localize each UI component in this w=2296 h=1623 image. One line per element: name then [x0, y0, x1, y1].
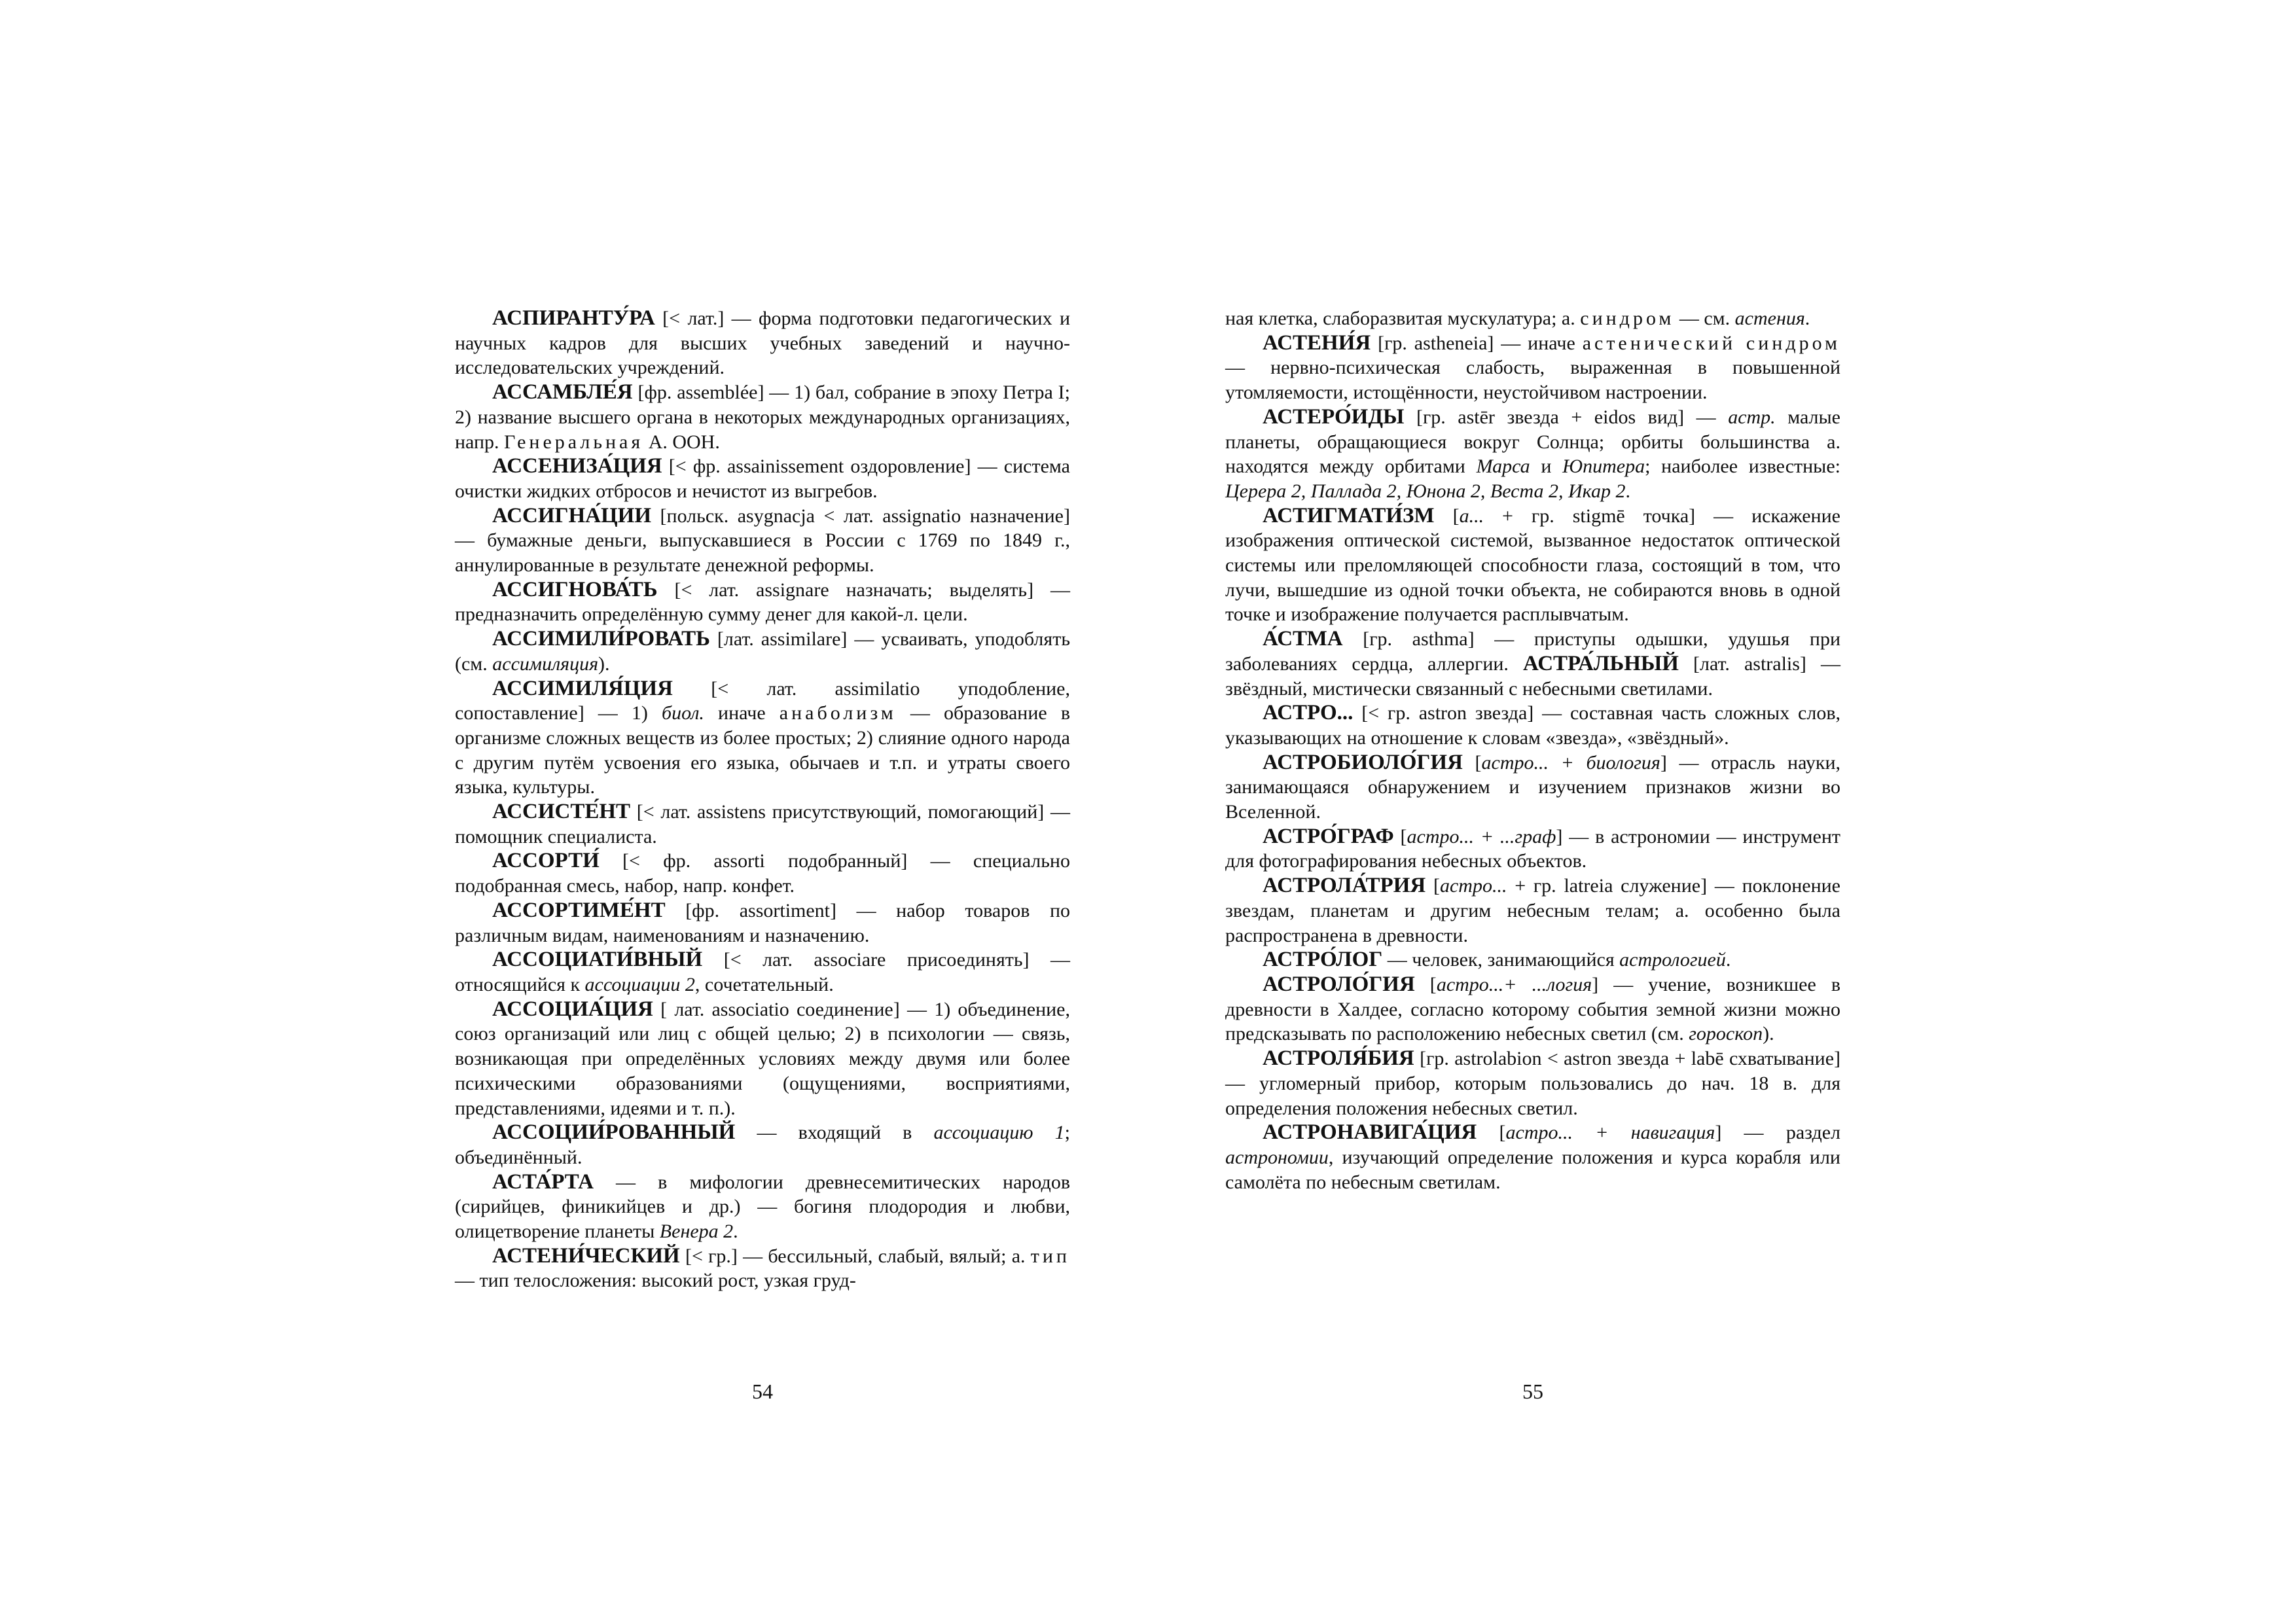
- dictionary-entry-assenizatsiya: [455, 454, 1070, 503]
- italic-reference: астро...: [1439, 875, 1507, 897]
- italic-reference: астро...+ ...логия: [1436, 973, 1592, 995]
- entry-text: ] — в астрономии — инструмент для фотографирования небесных объектов.: [1225, 825, 1840, 872]
- entry-text: ная клетка, слаборазвитая мускулатура; а.: [1225, 308, 1581, 329]
- entry-text: [фр. assemblée] — 1) бал, собрание в эпоху Петра I; 2) название высшего органа в некоторых международных организациях, напр.: [455, 382, 1070, 453]
- entry-headword: АССОЦИА́ЦИЯ: [492, 997, 653, 1021]
- entry-headword: АСТЕРО́ИДЫ: [1263, 404, 1405, 429]
- italic-reference: астения: [1734, 308, 1805, 329]
- italic-reference: астр.: [1728, 406, 1776, 428]
- spaced-term: тип: [1030, 1245, 1070, 1267]
- entry-headword: АССИМИЛИ́РОВАТЬ: [492, 627, 710, 651]
- italic-reference: а...: [1459, 505, 1484, 527]
- entry-headword: АСТЕНИ́ЧЕСКИЙ: [492, 1243, 680, 1268]
- entry-text: ] — учение, возникшее в древности в Халдее, согласно которому события земной жизни можно предсказывать по расположению небесных светил (см.: [1225, 973, 1840, 1045]
- entry-text: ; объединённый.: [455, 1122, 1070, 1168]
- page-number-left: 54: [752, 1380, 773, 1403]
- entry-headword: АССАМБЛЕ́Я: [492, 380, 633, 404]
- dictionary-entry-astrologiya: [1225, 972, 1840, 1046]
- dictionary-entry-astrolog: [1225, 948, 1840, 972]
- entry-text: [: [1477, 1122, 1506, 1144]
- dictionary-entry-assistent: [455, 800, 1070, 849]
- entry-headword: АСТРОЛЯ́БИЯ: [1263, 1046, 1414, 1071]
- entry-text: А. ООН.: [643, 431, 720, 453]
- entry-text: .: [1804, 308, 1810, 329]
- right-page-text: [1225, 306, 1840, 1194]
- entry-text: ] — отрасль науки, занимающаяся обнаружением и изучением признаков жизни во Вселенной.: [1225, 751, 1840, 823]
- entry-text: — в мифологии древнесемитических народов (сирийцев, финикийцев и др.) — богиня плодородия и любви, олицетворение планеты: [455, 1171, 1070, 1243]
- entry-text: [< фр. assainissement оздоровление] — система очистки жидких отбросов и нечистот из выгребов.: [455, 455, 1070, 502]
- entry-text: [лат. astralis] — звёздный, мистически связанный с небесными светилами.: [1225, 652, 1840, 700]
- italic-reference: ассимиляция: [492, 652, 599, 675]
- italic-reference: астро... + навигация: [1505, 1122, 1715, 1144]
- dictionary-entry-assignatsii: [455, 504, 1070, 578]
- entry-text: ; наиболее известные:: [1645, 455, 1840, 478]
- dictionary-entry-astigmatizm: [1225, 504, 1840, 628]
- entry-text: [гр. astrolabion < astron звезда + labē схватывание] — угломерный прибор, которым пользовались до нач. 18 в. для определения положения небесных светил.: [1225, 1048, 1840, 1119]
- left-page-text: [455, 306, 1070, 1293]
- dictionary-entry-assambleya: [455, 380, 1070, 454]
- italic-reference: астро... + ...граф: [1407, 825, 1556, 847]
- dictionary-entry-astrolatriya: [1225, 874, 1840, 948]
- italic-reference: астрологией: [1619, 949, 1726, 971]
- dictionary-entry-aspirantura: [455, 306, 1070, 380]
- entry-headword: АССОРТИ́: [492, 849, 600, 873]
- dictionary-entry-astma: [1225, 627, 1840, 701]
- entry-text: [польск. asygnacja < лат. assignatio назначение] — бумажные деньги, выпускавшиеся в России с 1769 по 1849 г., аннулированные в результате денежной реформы.: [455, 505, 1070, 577]
- entry-headword: АСТРОБИОЛО́ГИЯ: [1263, 750, 1463, 774]
- italic-reference: Церера 2, Паллада 2, Юнона 2, Веста 2, Икар 2: [1225, 480, 1626, 502]
- dictionary-entry-assorti: [455, 849, 1070, 898]
- entry-headword: АСТА́РТА: [492, 1169, 594, 1194]
- entry-text: ).: [1763, 1023, 1774, 1045]
- entry-text: .: [1725, 949, 1731, 971]
- entry-headword: АСТЕНИ́Я: [1263, 330, 1371, 355]
- entry-text: , изучающий определение положения и курса корабля или самолёта по небесным светилам.: [1225, 1146, 1840, 1193]
- entry-text: [гр. astēr звезда + eidos вид] —: [1404, 406, 1729, 428]
- dictionary-entry-assotsiirovanny: [455, 1120, 1070, 1169]
- entry-headword: АССИГНОВА́ТЬ: [492, 577, 658, 601]
- entry-text: — образование в организме сложных веществ из более простых; 2) слияние одного народа с другим путём усвоения его языка, обычаев и т.п. и утраты своего языка, культуры.: [455, 702, 1070, 798]
- entry-headword: АСТРОЛО́ГИЯ: [1263, 972, 1415, 996]
- entry-headword: АСТРОНАВИГА́ЦИЯ: [1263, 1120, 1477, 1145]
- entry-text: .: [733, 1221, 738, 1243]
- entry-text: — входящий в: [735, 1122, 934, 1144]
- dictionary-entry-assortiment: [455, 899, 1070, 948]
- entry-text: + гр. latreia служение] — поклонение звездам, планетам и другим небесным телам; а. особенно была распространена в древности.: [1225, 875, 1840, 946]
- entry-headword: АССЕНИЗА́ЦИЯ: [492, 454, 662, 478]
- dictionary-entry-assignovat: [455, 578, 1070, 627]
- italic-reference: астрономии: [1225, 1146, 1329, 1168]
- entry-text: [< лат. assistens присутствующий, помогающий] — помощник специалиста.: [455, 801, 1070, 847]
- entry-headword: АССИСТЕ́НТ: [492, 800, 631, 824]
- entry-text: ] — раздел: [1715, 1122, 1840, 1144]
- spaced-term: Генеральная: [504, 431, 644, 453]
- dictionary-entry-astronavigatsiya: [1225, 1120, 1840, 1194]
- entry-text: [: [1462, 751, 1482, 774]
- entry-headword: АСПИРАНТУ́РА: [492, 306, 655, 330]
- spaced-term: анаболизм: [779, 702, 897, 724]
- entry-text: [< фр. assorti подобранный] — специально подобранная смесь, набор, напр. конфет.: [455, 850, 1070, 897]
- entry-text: [< лат. associare присоединять] — относящийся к: [455, 949, 1070, 995]
- italic-reference: биол.: [662, 702, 704, 724]
- page-number-right: 55: [1522, 1380, 1543, 1403]
- entry-text: + гр. stigmē точка] — искажение изображения оптической системой, вызванное недостаток оптической системы или преломляющей способности глаза, состоящий в том, что лучи, вышедшие из одной точки объекта, не собираются вновь в одной точке и изображение получается расплывчатым.: [1225, 505, 1840, 626]
- entry-text: [: [1426, 875, 1440, 897]
- italic-reference: ассоциации 2: [584, 973, 695, 995]
- dictionary-entry-assotsiativny: [455, 948, 1070, 997]
- entry-headword: АССИМИЛЯ́ЦИЯ: [492, 676, 673, 700]
- entry-headword: АСТРА́ЛЬНЫЙ: [1523, 651, 1679, 675]
- entry-text: [< лат. assignare назначать; выделять] — предназначить определённую сумму денег для какой-л. цели.: [455, 579, 1070, 626]
- entry-headword: АССОРТИМЕ́НТ: [492, 898, 666, 922]
- spaced-term: астенический синдром: [1582, 332, 1840, 354]
- entry-text: — тип телосложения: высокий рост, узкая груд-: [455, 1270, 856, 1292]
- dictionary-entry-assimilyatsiya: [455, 677, 1070, 800]
- entry-text: , сочетательный.: [694, 973, 834, 995]
- dictionary-entry-asteniya: [1225, 331, 1840, 405]
- entry-text: [: [1414, 973, 1437, 995]
- dictionary-entry-astarta: [455, 1170, 1070, 1244]
- italic-reference: Марса: [1476, 455, 1530, 478]
- dictionary-entry-assotsiatsiya: [455, 997, 1070, 1121]
- entry-headword: АСТРО́ГРАФ: [1263, 824, 1394, 848]
- entry-text: — человек, занимающийся: [1382, 949, 1620, 971]
- entry-headword: А́СТМА: [1263, 627, 1343, 651]
- entry-headword: АСТРОЛА́ТРИЯ: [1263, 874, 1426, 898]
- entry-text: — нервно-психическая слабость, выраженная в повышенной утомляемости, истощённости, неустойчивом настроении.: [1225, 357, 1840, 404]
- entry-headword: АССОЦИИ́РОВАННЫЙ: [492, 1120, 736, 1145]
- entry-text: иначе: [704, 702, 780, 724]
- entry-text: [лат. assimilare] — усваивать, уподоблять (см.: [455, 628, 1070, 675]
- entry-text: [: [1434, 505, 1460, 527]
- entry-text: [гр. asthma] — приступы одышки, удушья при заболеваниях сердца, аллергии.: [1225, 628, 1840, 675]
- dictionary-entry-astenichesky: [455, 1244, 1070, 1293]
- dictionary-entry-astrograf: [1225, 825, 1840, 874]
- entry-text: [< гр.] — бессильный, слабый, вялый; а.: [679, 1245, 1031, 1267]
- entry-headword: АССИГНА́ЦИИ: [492, 503, 652, 527]
- dictionary-entry-assimilirovat: [455, 627, 1070, 676]
- entry-text: [гр. asthenеia] — иначе: [1371, 332, 1583, 354]
- italic-reference: Юпитера: [1562, 455, 1645, 478]
- entry-text: [фр. assortiment] — набор товаров по различным видам, наименованиям и назначению.: [455, 899, 1070, 946]
- entry-text: — см.: [1674, 308, 1735, 329]
- dictionary-entry-astro: [1225, 701, 1840, 750]
- entry-text: и: [1530, 455, 1563, 478]
- entry-text: .: [1625, 480, 1630, 502]
- italic-reference: Венера 2: [659, 1221, 734, 1243]
- italic-reference: ассоциацию 1: [933, 1122, 1065, 1144]
- dictionary-entry-astrobiologiya: [1225, 751, 1840, 825]
- entry-headword: АСТИГМАТИ́ЗМ: [1263, 503, 1435, 527]
- entry-headword: АСТРО...: [1263, 701, 1354, 725]
- entry-text: ).: [598, 652, 610, 675]
- entry-text: [< лат. assimilatio уподобление, сопоставление] — 1): [455, 677, 1070, 724]
- spaced-term: синдром: [1580, 308, 1675, 329]
- italic-reference: астро... + биология: [1481, 751, 1660, 774]
- dictionary-entry-astrolyabiya: [1225, 1046, 1840, 1120]
- entry-text: [< гр. astron звезда] — составная часть сложных слов, указывающих на отношение к словам «звезда», «звёздный».: [1225, 702, 1840, 749]
- dictionary-entry-astenichesky-cont: [1225, 306, 1840, 331]
- entry-text: [< лат.] — форма подготовки педагогических и научных кадров для высших учебных заведений и научно-исследовательских учреждений.: [455, 308, 1070, 379]
- entry-headword: АССОЦИАТИ́ВНЫЙ: [492, 948, 703, 972]
- entry-text: [: [1393, 825, 1407, 847]
- entry-text: [ лат. associatio соединение] — 1) объединение, союз организаций или лиц с общей целью; 2) в психологии — связь, возникающая при определённых условиях между двумя или более психическими образованиями (ощущениями, восприятиями, представлениями, идеями и т. п.).: [455, 998, 1070, 1119]
- dictionary-entry-asteroidy: [1225, 405, 1840, 504]
- entry-headword: АСТРО́ЛОГ: [1263, 948, 1383, 972]
- entry-text: малые планеты, обращающиеся вокруг Солнца; орбиты большинства а. находятся между орбитами: [1225, 406, 1840, 478]
- italic-reference: гороскоп: [1689, 1023, 1763, 1045]
